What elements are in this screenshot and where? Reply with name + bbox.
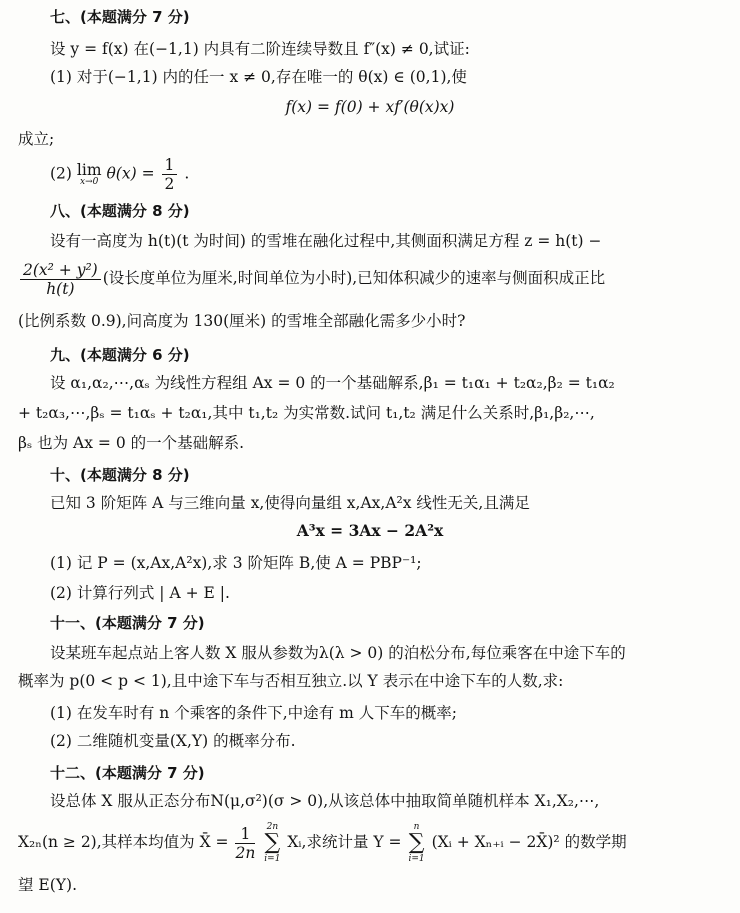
s7-heading: 七、(本题满分 7 分): [50, 8, 190, 26]
half-fraction: [162, 156, 178, 193]
mean-den: 2n: [235, 843, 256, 862]
s7-part2-label: (2): [50, 164, 72, 183]
s8-heading: 八、(本题满分 8 分): [50, 202, 190, 220]
s12-line2-c: (Xᵢ + Xₙ₊ᵢ − 2X̄)² 的数学期: [431, 833, 627, 851]
lim-word: lim: [76, 161, 102, 179]
s7-part2-expr: θ(x) =: [106, 164, 155, 183]
s12-line1: 设总体 X 服从正态分布N(μ,σ²)(σ > 0),从该总体中抽取简单随机样本 X₁,X₂,⋯,: [50, 792, 600, 810]
s7-part1: (1) 对于(−1,1) 内的任一 x ≠ 0,存在唯一的 θ(x) ∈ (0,1),使: [50, 68, 467, 86]
s10-part2: (2) 计算行列式 | A + E |.: [50, 584, 230, 602]
s8-fraction: [20, 261, 101, 298]
s9-line2: + t₂α₃,⋯,βₛ = t₁αₛ + t₂α₁,其中 t₁,t₂ 为实常数.试问 t₁,t₂ 满足什么关系时,β₁,β₂,⋯,: [18, 404, 595, 422]
s7-tail: 成立;: [18, 130, 55, 148]
s12-line2-a: X₂ₙ(n ≥ 2),其样本均值为 X̄ =: [18, 833, 229, 851]
s8-line3: (比例系数 0.9),问高度为 130(厘米) 的雪堆全部融化需多少小时?: [18, 312, 466, 330]
mean-fraction: [235, 825, 255, 862]
s12-heading: 十二、(本题满分 7 分): [50, 764, 205, 782]
s10-part1: (1) 记 P = (x,Ax,A²x),求 3 阶矩阵 B,使 A = PBP⁻¹;: [50, 554, 422, 572]
sum-operator-2: [408, 822, 424, 864]
sum1-top: 2n: [266, 822, 279, 832]
s7-part2: [50, 156, 189, 193]
half-den: 2: [164, 175, 175, 193]
s8-line2: [18, 258, 605, 298]
s12-line2: [18, 820, 627, 864]
s10-heading: 十、(本题满分 8 分): [50, 466, 190, 484]
s11-heading: 十一、(本题满分 7 分): [50, 614, 205, 632]
sum2-bot: i=1: [408, 854, 425, 864]
s11-part2: (2) 二维随机变量(X,Y) 的概率分布.: [50, 732, 296, 750]
s11-line1: 设某班车起点站上客人数 X 服从参数为λ(λ > 0) 的泊松分布,每位乘客在中途下车的: [50, 644, 626, 662]
sum1-bot: i=1: [264, 854, 281, 864]
half-num: 1: [162, 156, 178, 175]
sigma-symbol-1: ∑: [264, 830, 281, 855]
s12-line2-b: Xᵢ,求统计量 Y =: [287, 833, 402, 851]
sigma-symbol-2: ∑: [408, 830, 425, 855]
sum2-top: n: [413, 822, 420, 832]
s8-frac-den: h(t): [46, 279, 75, 298]
s7-formula: f(x) = f(0) + xf′(θ(x)x): [285, 98, 455, 116]
s8-frac-num: 2(x² + y²): [20, 261, 101, 280]
s9-line1: 设 α₁,α₂,⋯,αₛ 为线性方程组 Ax = 0 的一个基础解系,β₁ = t₁α₁ + t₂α₂,β₂ = t₁α₂: [50, 374, 615, 392]
s12-line3: 望 E(Y).: [18, 876, 77, 894]
s10-formula: A³x = 3Ax − 2A²x: [296, 521, 444, 540]
lim-subscript: x→0: [80, 177, 99, 187]
s9-heading: 九、(本题满分 6 分): [50, 346, 190, 364]
s11-part1: (1) 在发车时有 n 个乘客的条件下,中途有 m 人下车的概率;: [50, 704, 457, 722]
lim-operator: [77, 162, 102, 187]
s10-line1: 已知 3 阶矩阵 A 与三维向量 x,使得向量组 x,Ax,A²x 线性无关,且满足: [50, 494, 530, 512]
s11-line2: 概率为 p(0 < p < 1),且中途下车与否相互独立.以 Y 表示在中途下车的人数,求:: [18, 672, 564, 690]
s9-line3: βₛ 也为 Ax = 0 的一个基础解系.: [18, 434, 245, 452]
s7-end: .: [184, 164, 190, 183]
s8-line1: 设有一高度为 h(t)(t 为时间) 的雪堆在融化过程中,其侧面积满足方程 z = h(t) −: [50, 232, 602, 250]
s7-intro: 设 y = f(x) 在(−1,1) 内具有二阶连续导数且 f″(x) ≠ 0,试证:: [50, 40, 470, 58]
sum-operator-1: [264, 822, 280, 864]
s8-line2-text: (设长度单位为厘米,时间单位为小时),已知体积减少的速率与侧面积成正比: [102, 269, 606, 287]
mean-num: 1: [235, 825, 255, 844]
